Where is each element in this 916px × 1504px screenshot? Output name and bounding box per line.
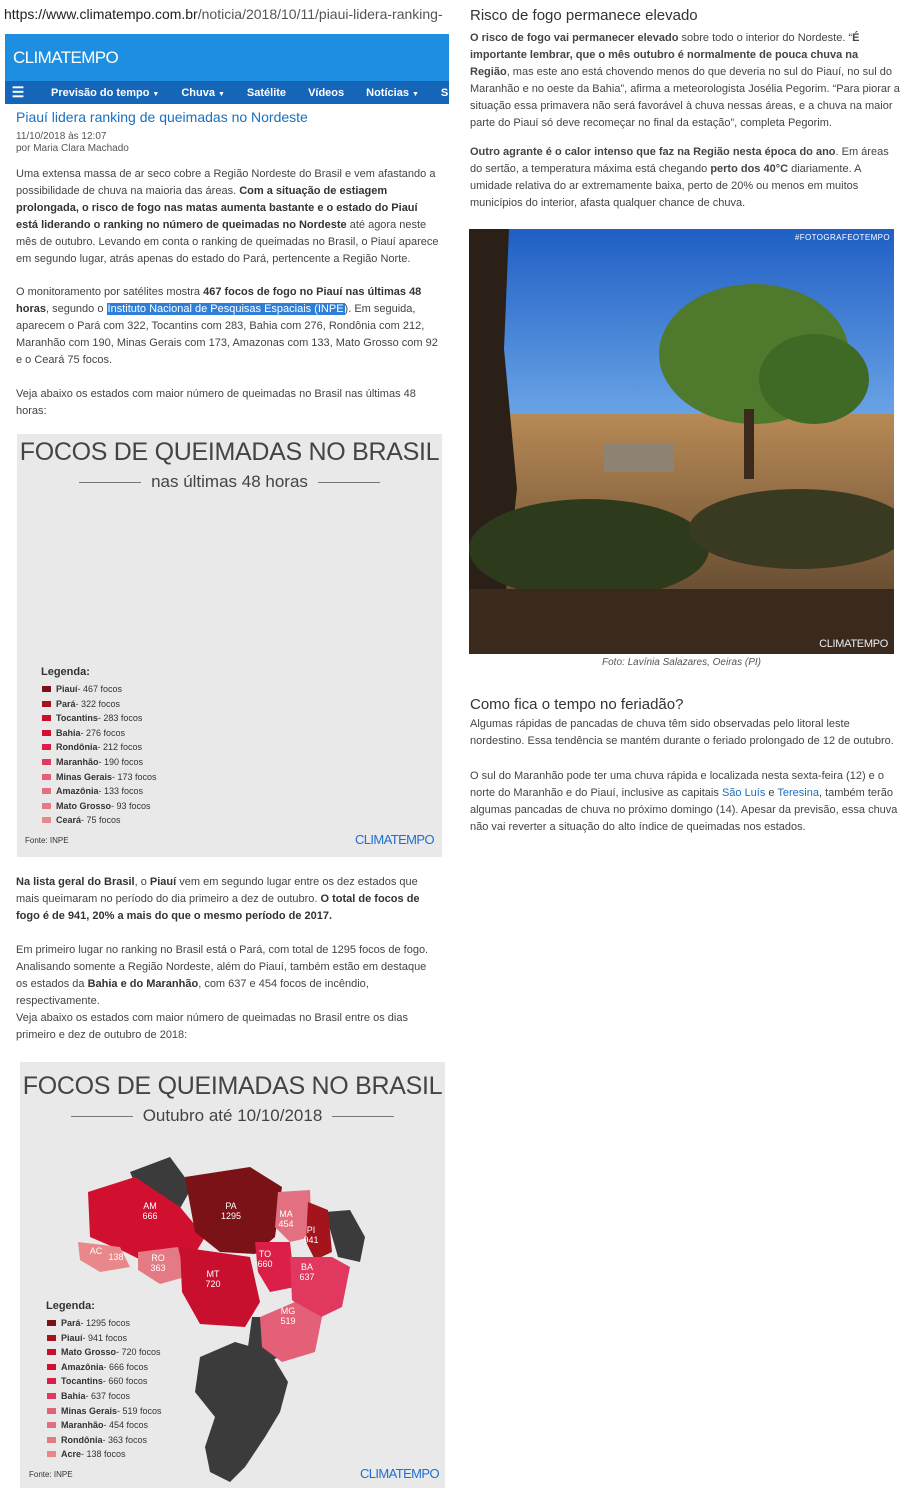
legend-value: - 1295 focos bbox=[80, 1318, 131, 1328]
site-logo[interactable]: CLIMATEMPO bbox=[13, 48, 119, 67]
section-heading-feriadao: Como fica o tempo no feriadão? bbox=[470, 696, 684, 713]
article-paragraph-6: Veja abaixo os estados com maior número de queimadas no Brasil entre os dias primeiro e dez de outubro de 2018: bbox=[16, 1012, 408, 1041]
map-october-source: Fonte: INPE bbox=[29, 1470, 73, 1479]
value-pi: 941 bbox=[303, 1235, 319, 1245]
article-date: 11/10/2018 às 12:07 bbox=[16, 131, 107, 142]
label-mg: MG bbox=[280, 1306, 296, 1316]
photo-tree-trunk bbox=[744, 409, 754, 479]
legend-item bbox=[47, 1406, 162, 1416]
legend-state: Mato Grosso bbox=[56, 800, 112, 811]
legend-swatch bbox=[42, 730, 51, 736]
map-october-brand: CLIMATEMPO bbox=[360, 1466, 439, 1481]
article-title: Piauí lidera ranking de queimadas no Nordeste bbox=[16, 109, 308, 125]
legend-value: - 276 focos bbox=[80, 727, 126, 738]
article-meta bbox=[16, 131, 129, 155]
right-paragraph-2: Outro agrante é o calor intenso que faz na Região nesta época do ano. Em áreas do sertão, a temperatura máxima está chegando perto dos 40°C diariamente. A umidade relativa do ar extremamente baixa, perto de 20% ou menos em muitos municípios do interior, afasta qualquer chance de chuva. bbox=[470, 146, 889, 209]
legend-value: - 283 focos bbox=[97, 713, 143, 724]
legend-item bbox=[42, 713, 142, 723]
right-paragraph-1: O risco de fogo vai permanecer elevado sobre todo o interior do Nordeste. “É importante lembrar, que o mês outubro é normalmente de pouca chuva na Região, mas este ano está chovendo menos do que deveria no sul do Piauí, no sul do Maranhão e no oeste da Bahia”, afirma a meteorologista Josélia Pegorim. “Para piorar a situação essa primavera não será favorável à chuva nessas áreas, e a chuva na maior parte do Piauí só deve recomeçar no final da estação”, completa Pegorim. bbox=[470, 32, 900, 129]
legend-item bbox=[47, 1347, 161, 1357]
url-host: https://www.climatempo.com.br bbox=[4, 6, 198, 22]
legend-value: - 212 focos bbox=[97, 742, 143, 753]
nav-more[interactable]: S bbox=[440, 86, 449, 99]
legend-item bbox=[42, 815, 121, 825]
nav-previsao[interactable] bbox=[51, 87, 159, 99]
legend-item bbox=[47, 1449, 126, 1459]
address-bar[interactable] bbox=[0, 0, 455, 26]
legend-swatch bbox=[47, 1451, 56, 1457]
legend-state: Piauí bbox=[56, 684, 78, 694]
site-header bbox=[5, 34, 449, 104]
value-ba: 637 bbox=[299, 1272, 315, 1282]
legend-swatch bbox=[42, 744, 51, 750]
nav-noticias[interactable] bbox=[366, 87, 419, 99]
legend-state: Bahia bbox=[56, 727, 81, 738]
legend-swatch bbox=[47, 1437, 56, 1443]
legend-item bbox=[42, 699, 120, 709]
legend-swatch bbox=[42, 803, 51, 809]
value-to: 660 bbox=[257, 1259, 273, 1269]
legend-item bbox=[47, 1391, 130, 1401]
map-october-title: FOCOS DE QUEIMADAS NO BRASIL bbox=[22, 1072, 443, 1100]
map-region-northeast-coast bbox=[325, 1210, 365, 1262]
value-ac: 138 bbox=[108, 1252, 124, 1262]
article-paragraph-5: Em primeiro lugar no ranking no Brasil está o Pará, com total de 1295 focos de fogo. Analisando somente a Região Nordeste, além do Piauí, também estão em destaque os estados da Bahia e do Maranhão, com 637 e 454 focos de incêndio, respectivamente. bbox=[16, 944, 429, 1007]
legend-value: - 93 focos bbox=[111, 800, 151, 811]
value-ro: 363 bbox=[150, 1263, 166, 1273]
label-ma: MA bbox=[279, 1209, 293, 1219]
value-pa: 1295 bbox=[220, 1211, 242, 1221]
legend-swatch bbox=[42, 759, 51, 765]
legend-item bbox=[47, 1435, 147, 1445]
legend-value: - 637 focos bbox=[85, 1391, 131, 1401]
nav-videos[interactable]: Vídeos bbox=[308, 86, 345, 99]
legend-item bbox=[42, 684, 122, 694]
photo-scene bbox=[469, 229, 894, 654]
legend-swatch bbox=[47, 1422, 56, 1428]
legend-swatch bbox=[42, 701, 51, 707]
map-48h-legend-title: Legenda: bbox=[41, 666, 90, 678]
nav-noticias-label: Notícias bbox=[366, 86, 409, 99]
photo-hashtag: #FOTOGRAFEOTEMPO bbox=[794, 233, 890, 242]
article-paragraph-1: Uma extensa massa de ar seco cobre a Região Nordeste do Brasil e vem afastando a possibilidade de chuva na maioria das áreas. Com a situação de estiagem prolongada, o risco de fogo nas matas aumenta bastante e o estado do Piauí está liderando o ranking no número de queimadas no Nordeste até agora neste mês de outubro. Levando em conta o ranking de queimadas no Brasil, o Piauí aparece em segundo lugar, atrás apenas do estado do Pará, pertencente a Região Norte. bbox=[16, 168, 439, 265]
photo-watermark: CLIMATEMPO bbox=[819, 638, 888, 650]
legend-value: - 519 focos bbox=[117, 1405, 162, 1416]
inpe-link[interactable]: Instituto Nacional de Pesquisas Espaciais (INPE bbox=[107, 303, 344, 315]
legend-value: - 660 focos bbox=[102, 1376, 148, 1387]
nav-chuva-label: Chuva bbox=[181, 86, 215, 99]
chevron-down-icon: ▼ bbox=[152, 90, 160, 98]
legend-swatch bbox=[47, 1335, 56, 1341]
legend-state: Minas Gerais bbox=[61, 1405, 118, 1416]
legend-value: - 666 focos bbox=[103, 1361, 149, 1372]
nav-chuva[interactable] bbox=[181, 87, 225, 99]
map-october-card bbox=[20, 1062, 445, 1488]
map-48h-title: FOCOS DE QUEIMADAS NO BRASIL bbox=[19, 438, 440, 466]
map-october-subtitle: Outubro até 10/10/2018 bbox=[20, 1106, 445, 1126]
label-ba: BA bbox=[300, 1262, 314, 1272]
legend-swatch bbox=[47, 1364, 56, 1370]
label-mt: MT bbox=[206, 1269, 220, 1279]
article-paragraph-2: O monitoramento por satélites mostra 467 focos de fogo no Piauí nas últimas 48 horas, segundo o Instituto Nacional de Pesquisas Espaciais (INPE). Em seguida, aparecem o Pará com 322, Tocantins com 283, Bahia com 276, Rondônia com 212, Maranhão com 190, Minas Gerais com 173, Amazonas com 133, Mato Grosso com 92 e o Ceará 75 focos. bbox=[16, 286, 438, 366]
legend-state: Bahia bbox=[61, 1391, 86, 1401]
map-48h-card bbox=[17, 434, 442, 857]
value-am: 666 bbox=[142, 1211, 158, 1221]
legend-swatch bbox=[47, 1320, 56, 1326]
map-region-south bbox=[195, 1342, 288, 1482]
label-ac: AC bbox=[89, 1246, 103, 1256]
legend-state: Pará bbox=[61, 1318, 81, 1328]
article-paragraph-3: Veja abaixo os estados com maior número de queimadas no Brasil nas últimas 48 horas: bbox=[16, 388, 416, 417]
article-photo bbox=[469, 229, 894, 654]
photo-caption: Foto: Lavínia Salazares, Oeiras (PI) bbox=[602, 657, 761, 668]
legend-item bbox=[47, 1420, 148, 1430]
legend-item bbox=[42, 742, 142, 752]
chevron-down-icon: ▼ bbox=[217, 90, 225, 98]
legend-swatch bbox=[47, 1378, 56, 1384]
legend-item bbox=[42, 772, 157, 782]
article-author: por Maria Clara Machado bbox=[16, 143, 129, 154]
legend-value: - 75 focos bbox=[81, 815, 121, 826]
nav-satelite[interactable]: Satélite bbox=[246, 86, 287, 99]
legend-value: - 363 focos bbox=[102, 1434, 148, 1445]
legend-item bbox=[47, 1318, 130, 1328]
value-ma: 454 bbox=[278, 1219, 294, 1229]
legend-swatch bbox=[42, 817, 51, 823]
main-nav bbox=[5, 81, 449, 104]
legend-item bbox=[42, 728, 125, 738]
legend-state: Piauí bbox=[61, 1332, 83, 1343]
legend-state: Rondônia bbox=[56, 742, 98, 753]
legend-value: - 941 focos bbox=[82, 1332, 128, 1343]
map-48h-source: Fonte: INPE bbox=[25, 836, 69, 845]
right-paragraph-3: Algumas rápidas de pancadas de chuva têm sido observadas pelo litoral leste nordestino. Essa tendência se mantém durante o feriado prolongado de 12 de outubro. bbox=[470, 718, 894, 747]
legend-state: Ceará bbox=[56, 815, 82, 826]
label-to: TO bbox=[258, 1249, 272, 1259]
legend-state: Minas Gerais bbox=[56, 771, 113, 782]
map-october-legend-title: Legenda: bbox=[46, 1300, 95, 1312]
label-ro: RO bbox=[151, 1253, 165, 1263]
legend-swatch bbox=[42, 774, 51, 780]
value-mt: 720 bbox=[205, 1279, 221, 1289]
legend-state: Amazônia bbox=[61, 1361, 104, 1372]
legend-swatch bbox=[42, 686, 51, 692]
photo-bush bbox=[469, 499, 709, 599]
legend-value: - 190 focos bbox=[98, 757, 144, 767]
legend-item bbox=[42, 786, 143, 796]
legend-item bbox=[47, 1333, 127, 1343]
label-am: AM bbox=[143, 1201, 157, 1211]
label-pi: PI bbox=[306, 1225, 316, 1235]
legend-state: Rondônia bbox=[61, 1434, 103, 1445]
photo-tree-canopy bbox=[759, 334, 869, 424]
map-48h-brand: CLIMATEMPO bbox=[355, 832, 434, 847]
legend-state: Tocantins bbox=[56, 713, 98, 724]
legend-state: Amazônia bbox=[56, 786, 99, 797]
photo-fence bbox=[604, 444, 674, 472]
legend-state: Maranhão bbox=[61, 1420, 104, 1431]
sao-luis-link[interactable]: São Luís bbox=[721, 787, 766, 799]
legend-value: - 322 focos bbox=[75, 698, 121, 709]
legend-value: - 173 focos bbox=[112, 771, 157, 782]
legend-swatch bbox=[42, 715, 51, 721]
article-paragraph-4: Na lista geral do Brasil, o Piauí vem em segundo lugar entre os dez estados que mais queimaram no período do dia primeiro a dez de outubro. O total de focos de fogo é de 941, 20% a mais do que o mesmo período de 2017. bbox=[16, 876, 420, 922]
legend-state: Pará bbox=[56, 698, 76, 709]
legend-item bbox=[42, 757, 143, 767]
nav-previsao-label: Previsão do tempo bbox=[51, 86, 150, 99]
legend-swatch bbox=[47, 1393, 56, 1399]
hamburger-menu-icon[interactable]: ☰ bbox=[11, 84, 25, 100]
legend-value: - 138 focos bbox=[81, 1449, 126, 1460]
legend-value: - 467 focos bbox=[77, 684, 123, 694]
legend-value: - 454 focos bbox=[103, 1420, 149, 1431]
teresina-link[interactable]: Teresina bbox=[777, 787, 819, 799]
legend-state: Maranhão bbox=[56, 757, 99, 767]
legend-swatch bbox=[47, 1349, 56, 1355]
legend-state: Mato Grosso bbox=[61, 1347, 117, 1358]
chevron-down-icon: ▼ bbox=[411, 90, 419, 98]
legend-value: - 133 focos bbox=[98, 786, 144, 797]
url-path: /noticia/2018/10/11/piaui-lidera-ranking- bbox=[197, 6, 443, 22]
value-mg: 519 bbox=[280, 1316, 296, 1326]
legend-state: Acre bbox=[61, 1449, 82, 1460]
right-paragraph-4: O sul do Maranhão pode ter uma chuva rápida e localizada nesta sexta-feira (12) e o norte do Maranhão e do Piauí, inclusive as capitais São Luís e Teresina, também terão algumas pancadas de chuva no próximo domingo (14). Apesar da previsão, essa chuva não vai reverter a situação do alto índice de queimadas nos estados. bbox=[470, 770, 898, 833]
legend-swatch bbox=[47, 1408, 56, 1414]
legend-value: - 720 focos bbox=[116, 1347, 161, 1358]
legend-item bbox=[47, 1376, 147, 1386]
legend-item bbox=[42, 801, 151, 811]
legend-state: Tocantins bbox=[61, 1376, 103, 1387]
section-heading-risco: Risco de fogo permanece elevado bbox=[470, 7, 698, 24]
legend-item bbox=[47, 1362, 148, 1372]
map-48h-subtitle: nas últimas 48 horas bbox=[17, 472, 442, 492]
legend-swatch bbox=[42, 788, 51, 794]
label-pa: PA bbox=[225, 1201, 237, 1211]
